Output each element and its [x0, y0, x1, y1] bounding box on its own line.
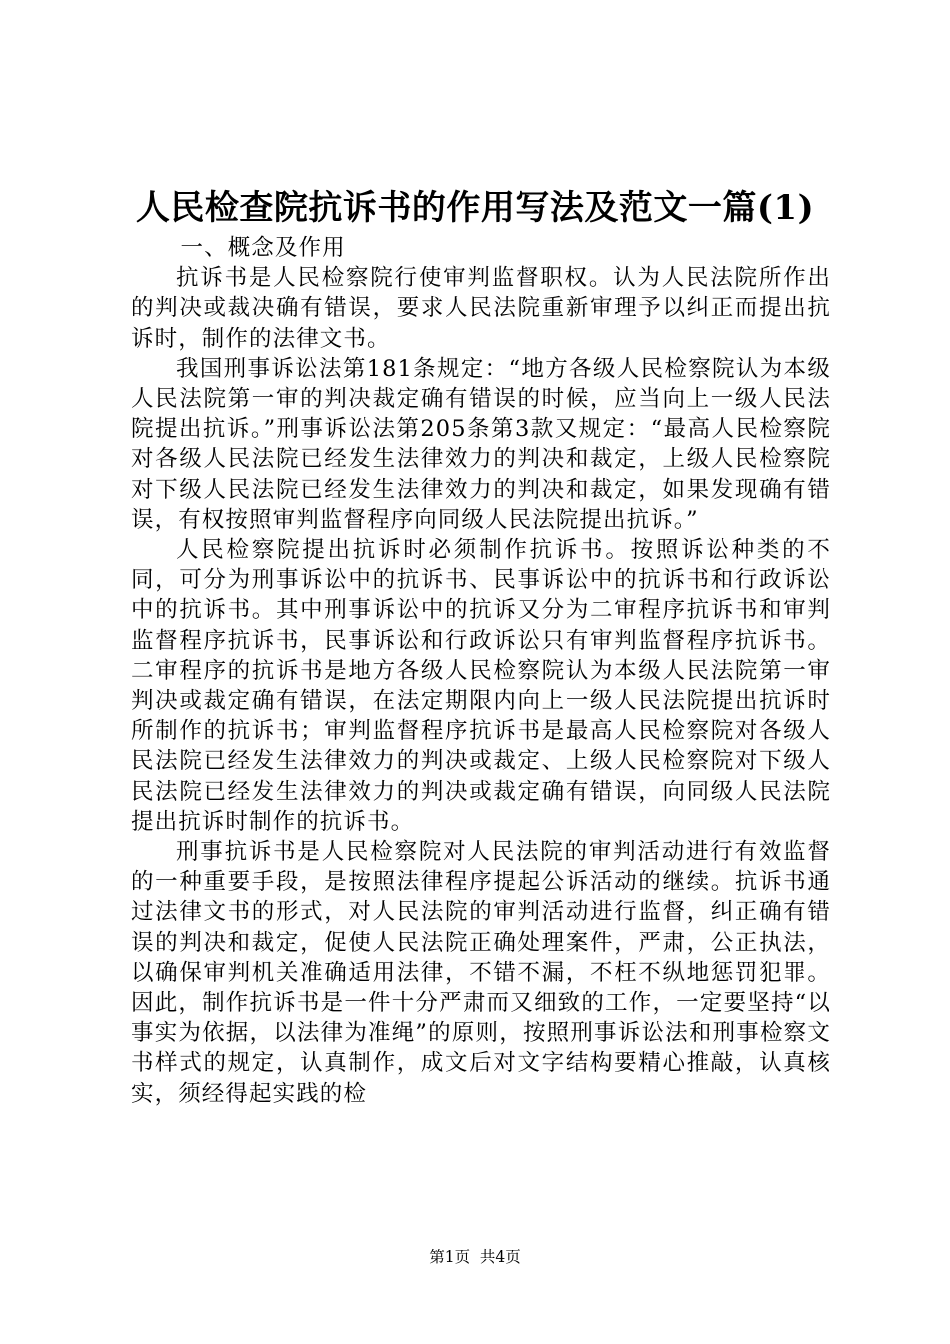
paragraph-definition: 抗诉书是人民检察院行使审判监督职权。认为人民法院所作出的判决或裁决确有错误，要求人民法院重新审理予以纠正而提出抗诉时，制作的法律文书。 — [131, 265, 831, 352]
document-body — [131, 233, 831, 1109]
paragraph-purpose: 刑事抗诉书是人民检察院对人民法院的审判活动进行有效监督的一种重要手段，是按照法律程序提起公诉活动的继续。抗诉书通过法律文书的形式，对人民法院的审判活动进行监督，纠正确有错误的判决和裁定，促使人民法院正确处理案件，严肃，公正执法，以确保审判机关准确适用法律，不错不漏，不枉不纵地惩罚犯罪。因此，制作抗诉书是一件十分严肃而又细致的工作，一定要坚持“以事实为依据，以法律为准绳”的原则，按照刑事诉讼法和刑事检察文书样式的规定，认真制作，成文后对文字结构要精心推敲，认真核实，须经得起实践的检 — [131, 839, 831, 1107]
page-footer — [0, 1247, 950, 1267]
paragraph-types: 人民检察院提出抗诉时必须制作抗诉书。按照诉讼种类的不同，可分为刑事诉讼中的抗诉书、民事诉讼中的抗诉书和行政诉讼中的抗诉书。其中刑事诉讼中的抗诉又分为二审程序抗诉书和审判监督程序抗诉书，民事诉讼和行政诉讼只有审判监督程序抗诉书。二审程序的抗诉书是地方各级人民检察院认为本级人民法院第一审判决或裁定确有错误，在法定期限内向上一级人民法院提出抗诉时所制作的抗诉书；审判监督程序抗诉书是最高人民检察院对各级人民法院已经发生法律效力的判决或裁定、上级人民检察院对下级人民法院已经发生法律效力的判决或裁定确有错误，向同级人民法院提出抗诉时制作的抗诉书。 — [131, 537, 831, 835]
section-heading: 一、概念及作用 — [180, 235, 346, 261]
paragraph-legal-basis: 我国刑事诉讼法第181条规定：“地方各级人民检察院认为本级人民法院第一审的判决裁定确有错误的时候，应当向上一级人民法院提出抗诉。”刑事诉讼法第205条第3款又规定：“最高人民检察院对各级人民法院已经发生法律效力的判决和裁定，上级人民检察院对下级人民法院已经发生法律效力的判决和裁定，如果发现确有错误，有权按照审判监督程序向同级人民法院提出抗诉。” — [131, 355, 831, 533]
page-number: 第1页 共4页 — [429, 1248, 521, 1266]
document-title: 人民检查院抗诉书的作用写法及范文一篇(1) — [135, 188, 815, 228]
